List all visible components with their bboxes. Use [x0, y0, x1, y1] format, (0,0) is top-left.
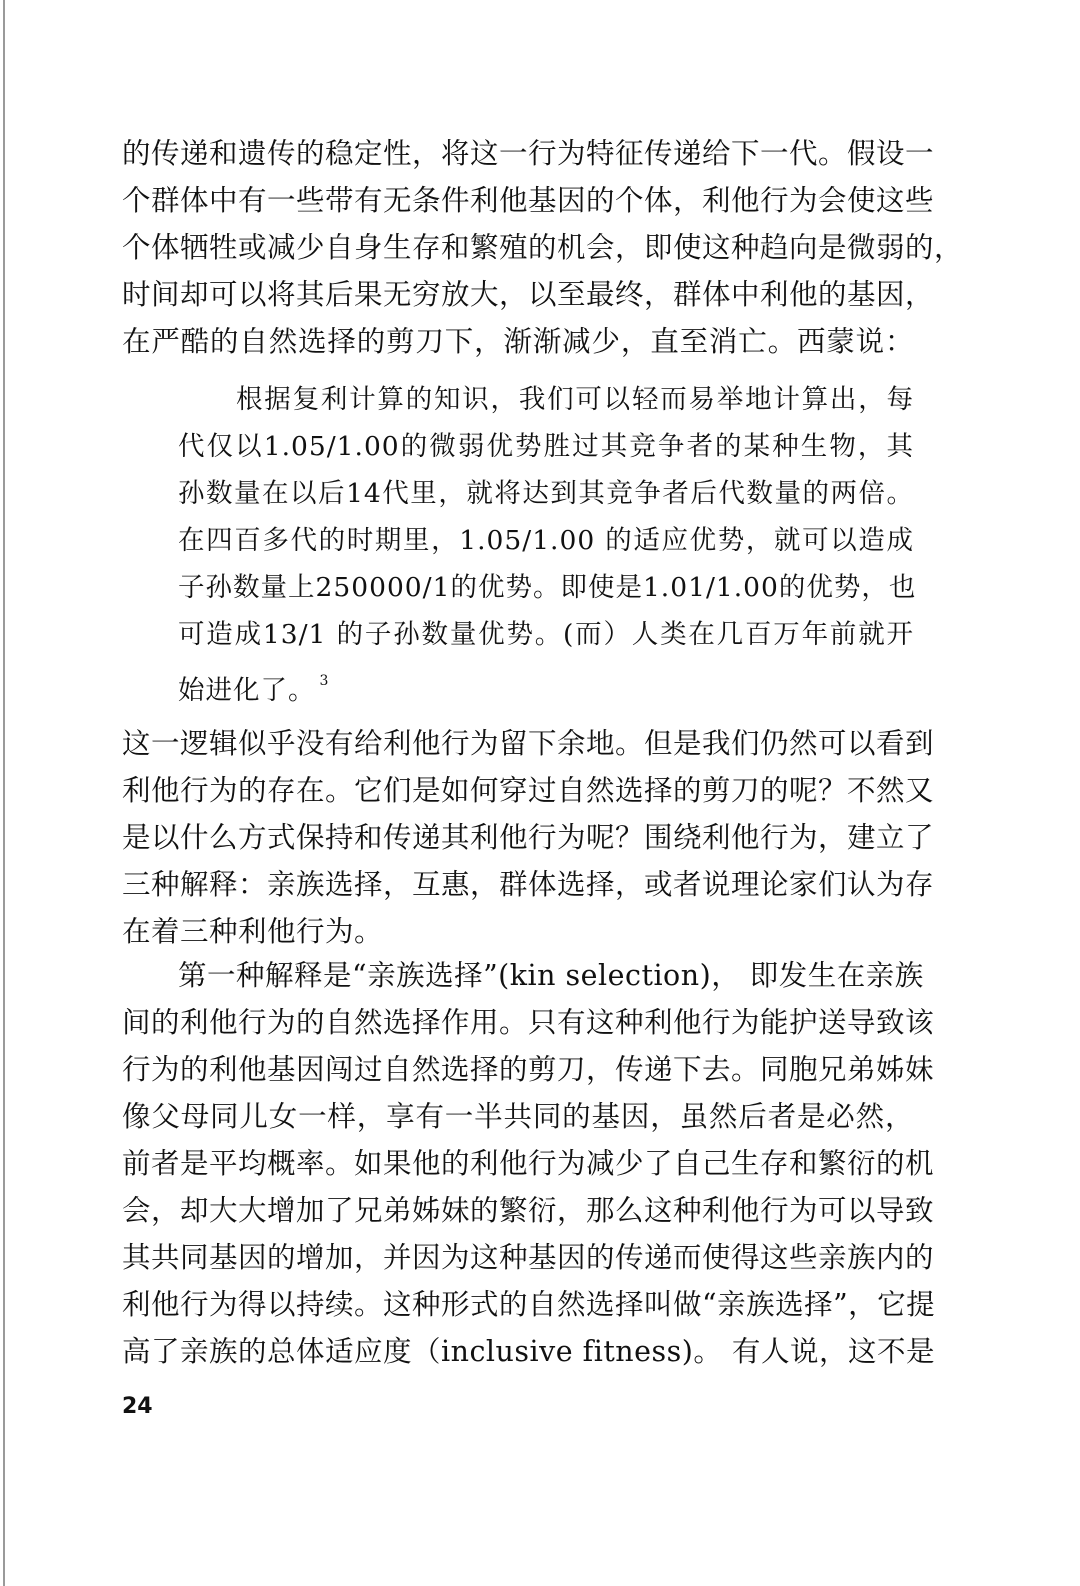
quote-line: 孙数量在以后14代里，就将达到其竞争者后代数量的两倍。	[178, 478, 914, 509]
quote-line: 代仅以1.05/1.00的微弱优势胜过其竞争者的某种生物，其	[178, 431, 914, 462]
text-line: 这一逻辑似乎没有给利他行为留下余地。但是我们仍然可以看到	[122, 727, 935, 760]
text-line: 其共同基因的增加，并因为这种基因的传递而使得这些亲族内的	[122, 1241, 935, 1274]
quote-line: 始进化了。	[178, 675, 316, 706]
text-line: 是以什么方式保持和传递其利他行为呢？围绕利他行为，建立了	[122, 821, 935, 854]
text-line: 高了亲族的总体适应度（inclusive fitness)。 有人说，这不是	[122, 1335, 935, 1368]
text-line: 在严酷的自然选择的剪刀下，渐渐减少，直至消亡。西蒙说：	[122, 325, 914, 358]
text-line: 利他行为得以持续。这种形式的自然选择叫做“亲族选择”，它提	[122, 1288, 936, 1321]
text-line: 三种解释：亲族选择，互惠，群体选择，或者说理论家们认为存	[122, 868, 935, 901]
paragraph-3	[122, 952, 936, 1375]
text-line: 前者是平均概率。如果他的利他行为减少了自己生存和繁衍的机	[122, 1147, 935, 1180]
footnote-mark: 3	[319, 673, 330, 689]
text-line: 第一种解释是“亲族选择”(kin selection)， 即发生在亲族	[178, 959, 924, 992]
text-line: 的传递和遗传的稳定性，将这一行为特征传递给下一代。假设一	[122, 137, 935, 170]
text-line: 间的利他行为的自然选择作用。只有这种利他行为能护送导致该	[122, 1006, 935, 1039]
paragraph-2	[122, 720, 935, 955]
text-line: 在着三种利他行为。	[122, 915, 384, 948]
text-line: 个群体中有一些带有无条件利他基因的个体，利他行为会使这些	[122, 184, 935, 217]
block-quote	[178, 376, 917, 706]
quote-last-line	[178, 658, 914, 705]
text-line: 会，却大大增加了兄弟姊妹的繁衍，那么这种利他行为可以导致	[122, 1194, 935, 1227]
quote-line: 根据复利计算的知识，我们可以轻而易举地计算出，每	[236, 384, 914, 415]
quote-line: 在四百多代的时期里，1.05/1.00 的适应优势，就可以造成	[178, 525, 914, 556]
text-line: 行为的利他基因闯过自然选择的剪刀，传递下去。同胞兄弟姊妹	[122, 1053, 935, 1086]
quote-line: 子孙数量上250000/1的优势。即使是1.01/1.00的优势，也	[178, 572, 917, 603]
page-edge-rule	[3, 0, 5, 1586]
text-line: 利他行为的存在。它们是如何穿过自然选择的剪刀的呢？不然又	[122, 774, 935, 807]
text-line: 像父母同儿女一样，享有一半共同的基因，虽然后者是必然，	[122, 1100, 914, 1133]
page-number: 24	[122, 1394, 153, 1419]
quote-line: 可造成13/1 的子孙数量优势。(而）人类在几百万年前就开	[178, 619, 914, 650]
text-line: 时间却可以将其后果无穷放大，以至最终，群体中利他的基因，	[122, 278, 935, 311]
paragraph-1	[122, 130, 964, 365]
text-line: 个体牺牲或减少自身生存和繁殖的机会，即使这种趋向是微弱的，	[122, 231, 964, 264]
